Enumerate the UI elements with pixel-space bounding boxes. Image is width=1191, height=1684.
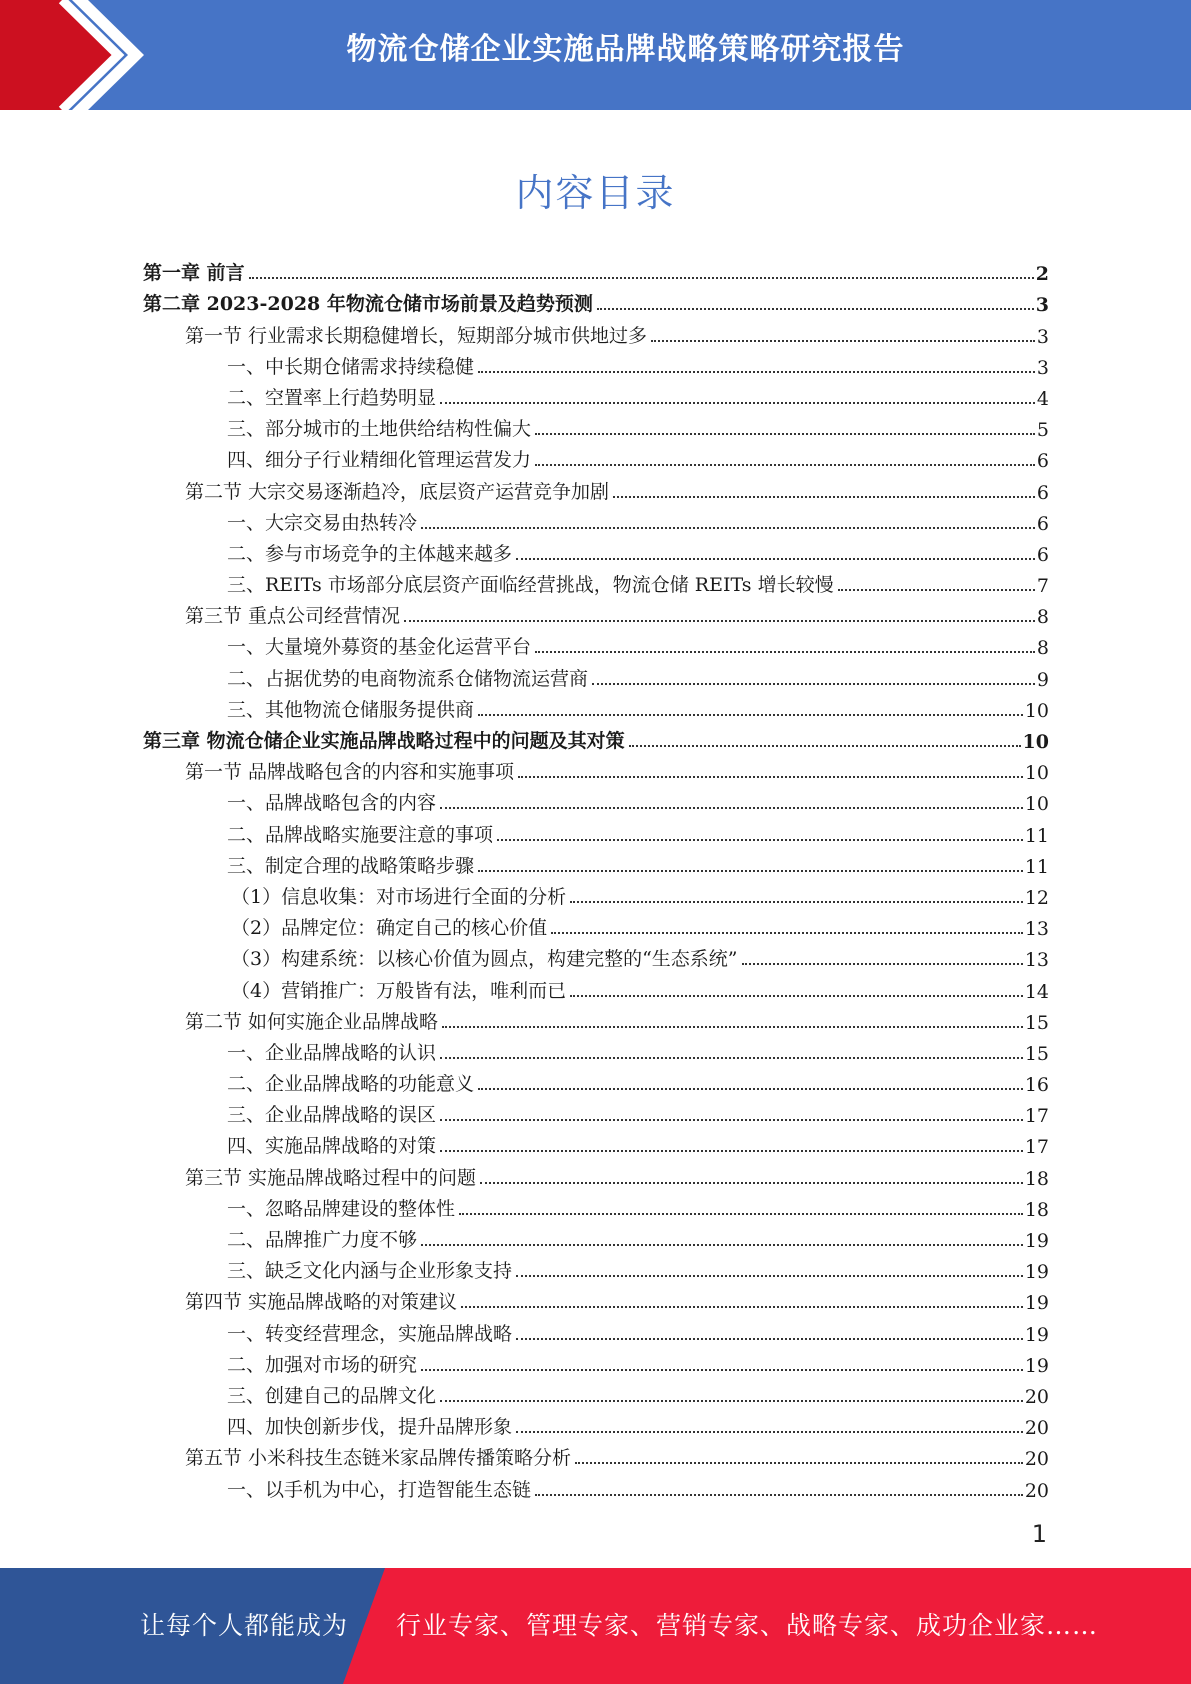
toc-entry-page: 19 (1024, 1292, 1049, 1315)
toc-leader-dots (518, 776, 1023, 778)
toc-entry-page: 6 (1036, 450, 1049, 473)
header-arrow-icon (0, 0, 160, 110)
toc-leader-dots (535, 433, 1035, 435)
toc-entry-label: （1）信息收集：对市场进行全面的分析 (231, 885, 567, 908)
toc-leader-dots (421, 1369, 1023, 1371)
toc-entry[interactable] (143, 1158, 1049, 1189)
toc-leader-dots (249, 277, 1034, 279)
toc-entry-page: 17 (1024, 1105, 1049, 1128)
toc-entry-page: 10 (1022, 731, 1049, 753)
report-title: 物流仓储企业实施品牌战略策略研究报告 (346, 32, 905, 67)
toc-entry-label: 第一节 品牌战略包含的内容和实施事项 (185, 761, 515, 784)
toc-entry[interactable] (143, 441, 1049, 472)
toc-entry[interactable] (143, 1252, 1049, 1283)
toc-leader-dots (478, 1088, 1023, 1090)
toc-entry-page: 11 (1024, 855, 1049, 878)
toc-entry[interactable] (143, 1127, 1049, 1158)
toc-entry-label: 二、空置率上行趋势明显 (227, 386, 437, 409)
toc-entry[interactable] (143, 815, 1049, 846)
toc-entry-page: 11 (1024, 824, 1049, 847)
toc-entry-label: （3）构建系统：以核心价值为圆点，构建完整的“生态系统” (231, 948, 738, 971)
toc-leader-dots (440, 1119, 1023, 1121)
toc-entry-page: 13 (1024, 949, 1049, 972)
toc-leader-dots (535, 1494, 1023, 1496)
toc-entry[interactable] (143, 1439, 1049, 1470)
toc-entry-label: 一、企业品牌战略的认识 (227, 1041, 437, 1064)
toc-leader-dots (421, 527, 1035, 529)
toc-entry-label: 第一节 行业需求长期稳健增长，短期部分城市供地过多 (185, 324, 648, 347)
toc-entry[interactable] (143, 1377, 1049, 1408)
toc-entry[interactable] (143, 1221, 1049, 1252)
toc-entry[interactable] (143, 1314, 1049, 1345)
toc-entry-page: 13 (1024, 918, 1049, 941)
toc-entry[interactable] (143, 878, 1049, 909)
toc-entry-page: 19 (1024, 1323, 1049, 1346)
toc-entry-page: 2 (1035, 263, 1049, 286)
header-banner (0, 0, 1191, 110)
toc-entry-page: 7 (1036, 575, 1049, 598)
toc-entry-page: 10 (1024, 793, 1049, 816)
toc-entry-label: 四、加快创新步伐，提升品牌形象 (227, 1416, 513, 1439)
toc-entry-label: （4）营销推广：万般皆有法，唯利而已 (231, 979, 567, 1002)
toc-entry[interactable] (143, 940, 1049, 971)
toc-leader-dots (497, 839, 1023, 841)
toc-entry-label: 第三章 物流仓储企业实施品牌战略过程中的问题及其对策 (143, 730, 625, 752)
table-of-contents (143, 254, 1049, 1502)
toc-entry[interactable] (143, 348, 1049, 379)
toc-entry-page: 5 (1036, 419, 1049, 442)
toc-entry-label: 一、品牌战略包含的内容 (227, 792, 437, 815)
toc-entry-page: 18 (1024, 1167, 1049, 1190)
toc-leader-dots (421, 1244, 1023, 1246)
toc-entry-page: 20 (1024, 1448, 1049, 1471)
toc-entry[interactable] (143, 1096, 1049, 1127)
toc-entry-label: 二、品牌推广力度不够 (227, 1229, 418, 1251)
toc-leader-dots (478, 371, 1035, 373)
toc-entry[interactable] (143, 753, 1049, 784)
toc-entry-label: 二、加强对市场的研究 (227, 1353, 418, 1376)
toc-entry[interactable] (143, 1065, 1049, 1096)
toc-entry-label: 一、大量境外募资的基金化运营平台 (227, 636, 532, 659)
footer-banner (0, 1568, 1191, 1684)
toc-entry-label: 二、企业品牌战略的功能意义 (227, 1073, 475, 1096)
toc-entry-page: 20 (1024, 1417, 1049, 1440)
toc-entry-label: 三、制定合理的战略策略步骤 (227, 854, 475, 877)
toc-leader-dots (575, 1462, 1023, 1464)
toc-entry-page: 6 (1036, 512, 1049, 535)
toc-entry-page: 19 (1024, 1230, 1049, 1252)
toc-entry-label: 三、企业品牌战略的误区 (227, 1104, 437, 1127)
toc-leader-dots (440, 807, 1023, 809)
toc-entry[interactable] (143, 1470, 1049, 1501)
toc-entry-label: 三、缺乏文化内涵与企业形象支持 (227, 1260, 513, 1283)
toc-leader-dots (742, 963, 1023, 965)
toc-heading: 内容目录 (515, 171, 676, 215)
toc-entry[interactable] (143, 1283, 1049, 1314)
toc-entry-label: 一、大宗交易由热转冷 (227, 511, 418, 534)
toc-entry-label: 三、创建自己的品牌文化 (227, 1384, 437, 1407)
toc-entry-label: 一、以手机为中心，打造智能生态链 (227, 1478, 532, 1501)
toc-leader-dots (478, 870, 1023, 872)
toc-leader-dots (516, 558, 1035, 560)
toc-leader-dots (461, 1306, 1023, 1308)
toc-entry[interactable] (143, 566, 1049, 597)
toc-entry-label: 第四节 实施品牌战略的对策建议 (185, 1291, 458, 1314)
toc-leader-dots (535, 651, 1035, 653)
toc-entry-label: 二、参与市场竞争的主体越来越多 (227, 542, 513, 565)
toc-entry-page: 14 (1024, 980, 1049, 1003)
toc-entry-label: 第二章 2023-2028 年物流仓储市场前景及趋势预测 (143, 293, 593, 316)
toc-entry-page: 19 (1024, 1354, 1049, 1377)
toc-leader-dots (516, 1275, 1023, 1277)
toc-entry-label: 三、REITs 市场部分底层资产面临经营挑战，物流仓储 REITs 增长较慢 (227, 574, 834, 597)
toc-leader-dots (597, 308, 1034, 310)
toc-entry-page: 16 (1024, 1074, 1049, 1097)
toc-entry-label: 一、忽略品牌建设的整体性 (227, 1197, 456, 1220)
toc-entry[interactable] (143, 1408, 1049, 1439)
toc-entry[interactable] (143, 285, 1049, 316)
toc-leader-dots (459, 1213, 1023, 1215)
toc-leader-dots (440, 1150, 1023, 1152)
toc-entry-label: （2）品牌定位：确定自己的核心价值 (231, 917, 548, 940)
toc-entry-page: 9 (1036, 668, 1049, 691)
toc-entry-page: 3 (1036, 356, 1049, 379)
footer-slogan-right: 行业专家、管理专家、营销专家、战略专家、成功企业家…… (396, 1611, 1099, 1640)
toc-entry-label: 四、细分子行业精细化管理运营发力 (227, 449, 532, 472)
toc-leader-dots (838, 589, 1035, 591)
toc-leader-dots (551, 932, 1023, 934)
toc-leader-dots (516, 1338, 1023, 1340)
toc-entry-page: 18 (1024, 1198, 1049, 1221)
toc-entry[interactable] (143, 535, 1049, 566)
toc-entry-label: 第二节 大宗交易逐渐趋冷，底层资产运营竞争加剧 (185, 480, 610, 503)
toc-entry-label: 二、品牌战略实施要注意的事项 (227, 823, 494, 846)
toc-entry[interactable] (143, 971, 1049, 1002)
toc-entry-page: 20 (1024, 1385, 1049, 1408)
toc-entry-page: 20 (1024, 1479, 1049, 1502)
toc-entry[interactable] (143, 1190, 1049, 1221)
toc-entry-label: 二、占据优势的电商物流系仓储物流运营商 (227, 667, 589, 690)
toc-entry[interactable] (143, 1346, 1049, 1377)
toc-entry-page: 10 (1024, 762, 1049, 785)
toc-entry-label: 第五节 小米科技生态链米家品牌传播策略分析 (185, 1447, 572, 1470)
toc-entry-page: 19 (1024, 1261, 1049, 1284)
toc-entry-page: 6 (1036, 543, 1049, 566)
toc-leader-dots (440, 1057, 1023, 1059)
toc-entry-label: 三、部分城市的土地供给结构性偏大 (227, 418, 532, 441)
toc-leader-dots (440, 1400, 1023, 1402)
toc-entry-page: 4 (1036, 387, 1049, 410)
toc-entry-label: 一、中长期仓储需求持续稳健 (227, 355, 475, 378)
toc-leader-dots (651, 340, 1035, 342)
toc-entry[interactable] (143, 1034, 1049, 1065)
toc-entry-label: 四、实施品牌战略的对策 (227, 1135, 437, 1158)
toc-leader-dots (570, 901, 1023, 903)
toc-entry-page: 6 (1036, 481, 1049, 504)
toc-entry-page: 8 (1036, 637, 1049, 660)
toc-leader-dots (570, 995, 1023, 997)
toc-entry[interactable] (143, 597, 1049, 628)
toc-entry-page: 3 (1036, 325, 1049, 348)
toc-leader-dots (404, 620, 1035, 622)
toc-entry-page: 15 (1024, 1042, 1049, 1065)
toc-leader-dots (516, 1431, 1023, 1433)
toc-leader-dots (613, 496, 1035, 498)
toc-entry-label: 一、转变经营理念，实施品牌战略 (227, 1322, 513, 1345)
toc-entry[interactable] (143, 316, 1049, 347)
toc-entry[interactable] (143, 784, 1049, 815)
toc-entry[interactable] (143, 472, 1049, 503)
toc-entry-label: 第三节 实施品牌战略过程中的问题 (185, 1166, 477, 1189)
footer-slogan-left: 让每个人都能成为 (140, 1611, 349, 1640)
toc-leader-dots (480, 1182, 1023, 1184)
toc-entry[interactable] (143, 1003, 1049, 1034)
toc-leader-dots (440, 402, 1035, 404)
toc-entry-label: 第三节 重点公司经营情况 (185, 605, 401, 628)
toc-entry-page: 15 (1024, 1011, 1049, 1034)
toc-entry-page: 12 (1024, 886, 1049, 909)
toc-entry[interactable] (143, 909, 1049, 940)
toc-entry-page: 17 (1024, 1136, 1049, 1159)
toc-entry[interactable] (143, 379, 1049, 410)
toc-leader-dots (592, 683, 1035, 685)
toc-leader-dots (629, 745, 1021, 747)
toc-entry-page: 8 (1036, 606, 1049, 629)
page-number: 1 (1031, 1520, 1047, 1548)
toc-entry[interactable] (143, 410, 1049, 441)
toc-entry[interactable] (143, 254, 1049, 285)
toc-entry-label: 第二节 如何实施企业品牌战略 (185, 1010, 439, 1033)
toc-entry[interactable] (143, 722, 1049, 753)
toc-entry[interactable] (143, 847, 1049, 878)
toc-entry[interactable] (143, 504, 1049, 535)
toc-entry-page: 3 (1035, 294, 1049, 317)
toc-entry-label: 三、其他物流仓储服务提供商 (227, 698, 475, 721)
toc-entry[interactable] (143, 691, 1049, 722)
toc-leader-dots (535, 464, 1035, 466)
toc-entry-label: 第一章 前言 (143, 262, 245, 285)
toc-entry-page: 10 (1024, 699, 1049, 722)
toc-entry[interactable] (143, 628, 1049, 659)
toc-leader-dots (478, 714, 1023, 716)
toc-leader-dots (442, 1026, 1023, 1028)
toc-entry[interactable] (143, 659, 1049, 690)
